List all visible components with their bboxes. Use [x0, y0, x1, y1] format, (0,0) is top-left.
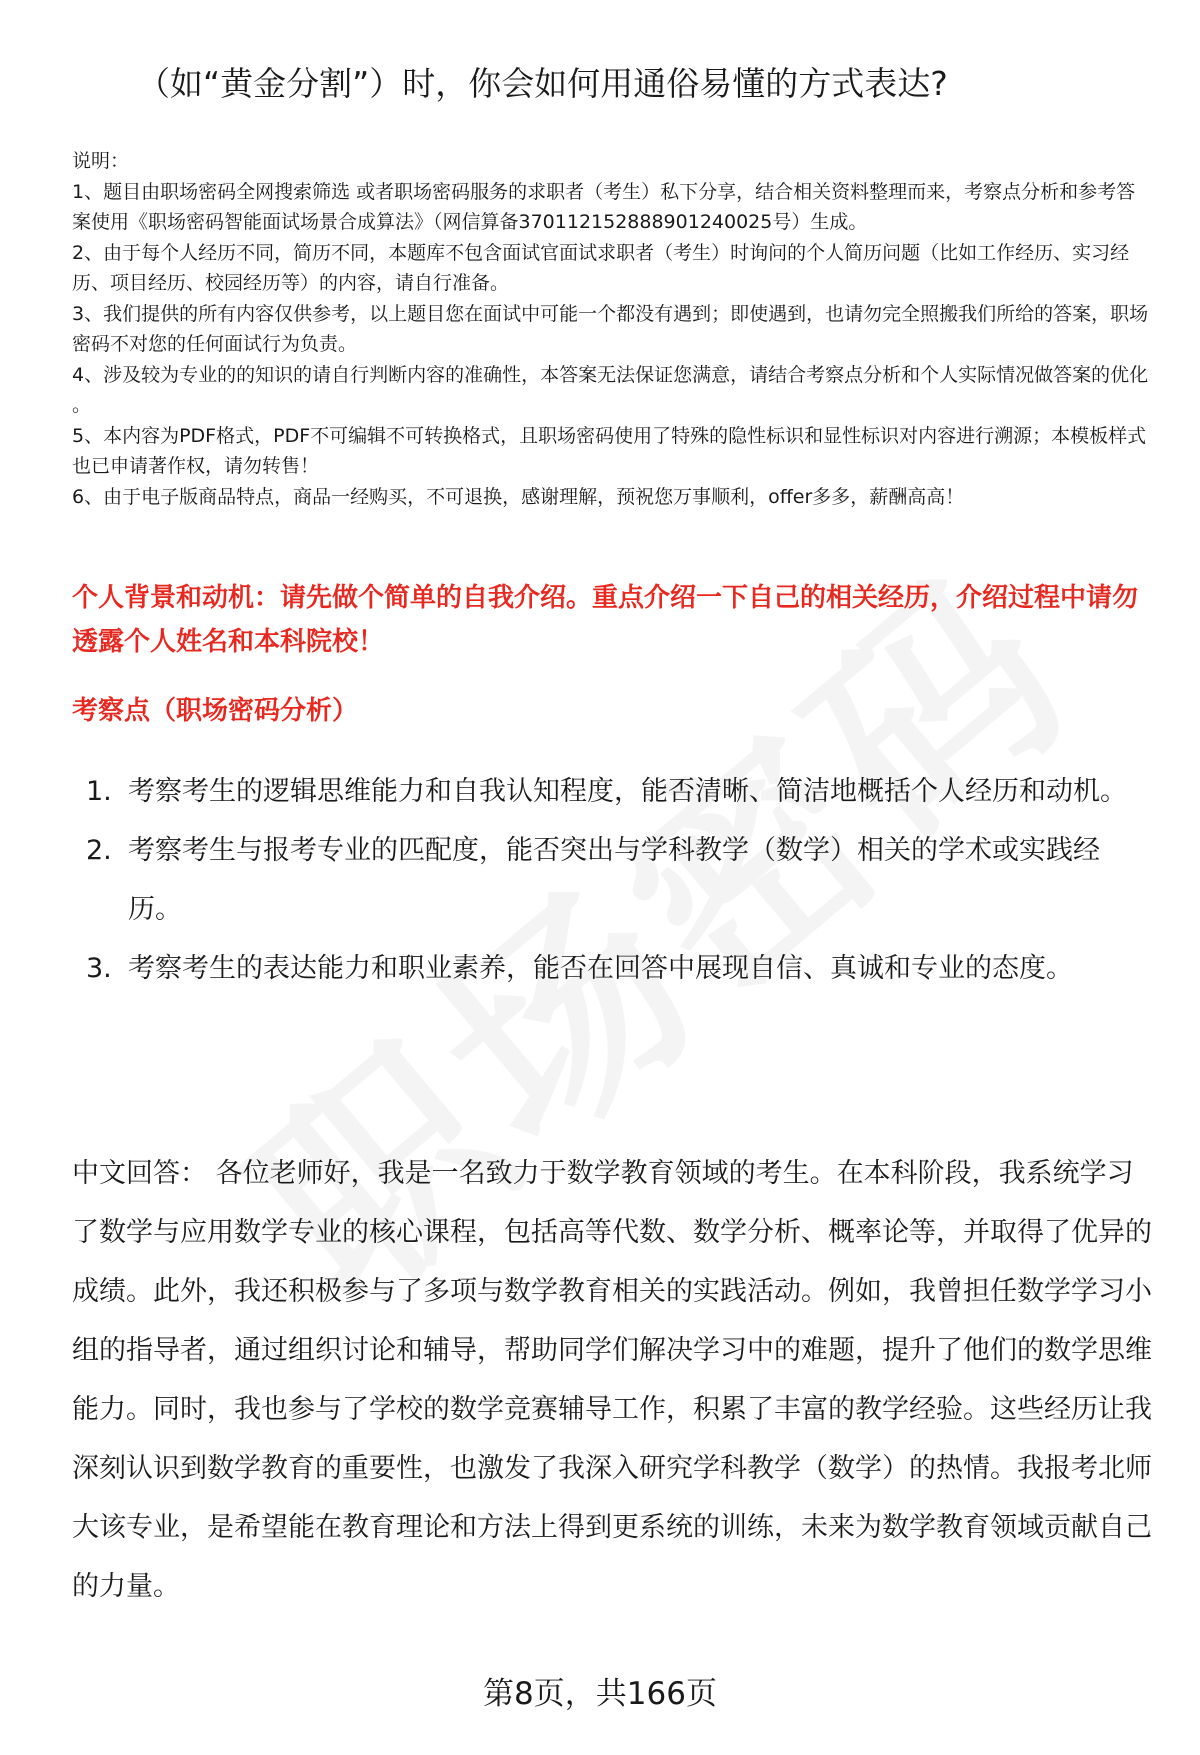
point-text: 考察考生与报考专业的匹配度，能否突出与学科教学（数学）相关的学术或实践经历。 [128, 835, 1100, 925]
point-text: 考察考生的表达能力和职业素养，能否在回答中展现自信、真诚和专业的态度。 [128, 953, 1073, 984]
note-item-5: 5、本内容为PDF格式，PDF不可编辑不可转换格式，且职场密码使用了特殊的隐性标识和显性标识对内容进行溯源；本模板样式也已申请著作权，请勿转售！ [72, 424, 1147, 477]
point-number: 2. [86, 835, 112, 866]
answer-text: 中文回答： 各位老师好，我是一名致力于数学教育领域的考生。在本科阶段，我系统学习了数学与应用数学专业的核心课程，包括高等代数、数学分析、概率论等，并取得了优异的成绩。此外，我还积极参与了多项与数学教育相关的实践活动。例如，我曾担任数学学习小组的指导者，通过组织讨论和辅导，帮助同学们解决学习中的难题，提升了他们的数学思维能力。同时，我也参与了学校的数学竞赛辅导工作，积累了丰富的教学经验。这些经历让我深刻认识到数学教育的重要性，也激发了我深入研究学科教学（数学）的热情。我报考北师大该专业，是希望能在教育理论和方法上得到更系统的训练，未来为数学教育领域贡献自己的力量。 [72, 1158, 1152, 1602]
page-number-footer: 第8页，共166页 [483, 1676, 717, 1712]
analysis-points-list [72, 762, 1152, 998]
analysis-point [72, 821, 1152, 939]
point-number: 3. [86, 953, 112, 984]
notes-section [72, 146, 1152, 512]
note-item-6: 6、由于电子版商品特点，商品一经购买，不可退换，感谢理解，预祝您万事顺利，offer多多，薪酬高高！ [72, 485, 965, 508]
point-text: 考察考生的逻辑思维能力和自我认知程度，能否清晰、简洁地概括个人经历和动机。 [128, 776, 1127, 807]
analysis-point [72, 762, 1152, 821]
note-item-1: 1、题目由职场密码全网搜索筛选 或者职场密码服务的求职者（考生）私下分享，结合相关资料整理而来，考察点分析和参考答案使用《职场密码智能面试场景合成算法》（网信算备370112152888901240025号）生成。 [72, 180, 1136, 233]
note-item-2: 2、由于每个人经历不同，简历不同，本题库不包含面试官面试求职者（考生）时询问的个人简历问题（比如工作经历、实习经历、项目经历、校园经历等）的内容，请自行准备。 [72, 241, 1130, 294]
interview-question: 个人背景和动机：请先做个简单的自我介绍。重点介绍一下自己的相关经历，介绍过程中请勿透露个人姓名和本科院校！ [72, 583, 1139, 657]
point-number: 1. [86, 776, 112, 807]
analysis-point [72, 939, 1152, 998]
question-title: （如“黄金分割”）时，你会如何用通俗易懂的方式表达? [137, 64, 948, 103]
analysis-heading: 考察点（职场密码分析） [72, 696, 359, 726]
note-item-3: 3、我们提供的所有内容仅供参考，以上题目您在面试中可能一个都没有遇到；即使遇到，也请勿完全照搬我们所给的答案，职场密码不对您的任何面试行为负责。 [72, 302, 1149, 355]
note-item-4: 4、涉及较为专业的的知识的请自行判断内容的准确性，本答案无法保证您满意，请结合考察点分析和个人实际情况做答案的优化 。 [72, 363, 1149, 416]
notes-heading: 说明： [72, 150, 130, 172]
